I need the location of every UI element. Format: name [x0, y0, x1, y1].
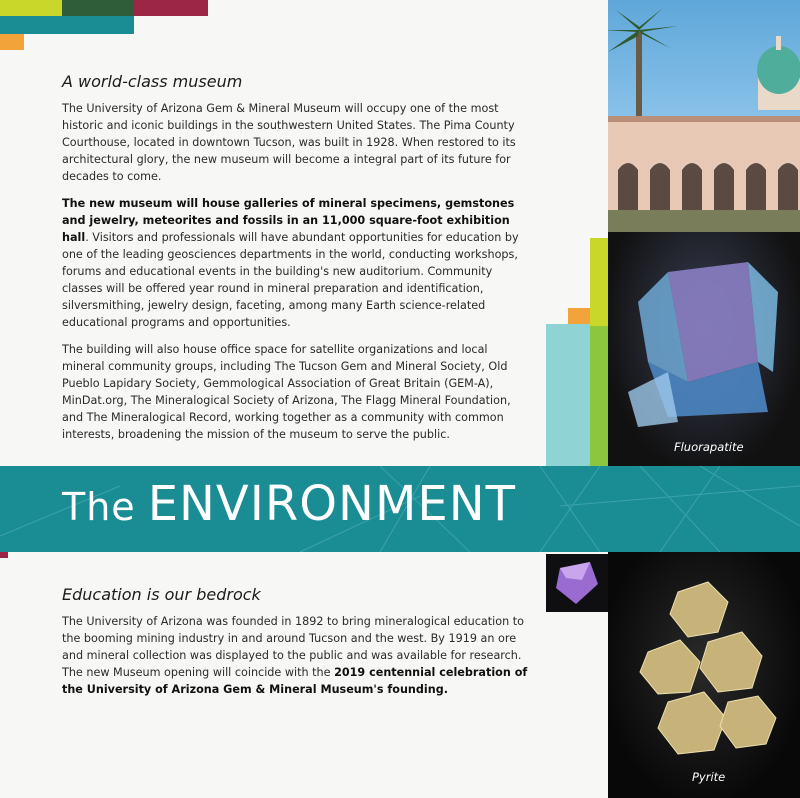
accent-bar-orange-small: [568, 308, 590, 324]
accent-block-magenta: [134, 0, 208, 16]
fluorapatite-photo: [608, 232, 800, 466]
paragraph-education-bold: 2019 centennial celebration of the University of Arizona Gem & Mineral Museum's founding.: [62, 666, 528, 696]
pyrite-illustration: [608, 552, 800, 798]
accent-block-orange: [0, 34, 24, 50]
paragraph-galleries-rest: . Visitors and professionals will have abundant opportunities for education by one of the leading geosciences departments in the world, conducting workshops, forums and educational events in the building's new auditorium. Community classes will be offered year round in mineral preparation and identification, silversmithing, jewelry design, faceting, among many Earth science-related educational programs and opportunities.: [62, 231, 519, 329]
section-world-class-museum: [62, 72, 532, 443]
accent-block-lime: [0, 0, 62, 16]
purple-gem-illustration: [546, 554, 608, 612]
banner-title-the: The: [62, 485, 136, 529]
purple-gem-photo: [546, 554, 608, 612]
paragraph-office-space: The building will also house office space for satellite organizations and local mineral community groups, including The Tucson Gem and Mineral Society, Old Pueblo Lapidary Society, Gemmological Association of Great Britain (GEM-A), MinDat.org, The Mineralogical Society of Arizona, The Flagg Mineral Foundation, and The Mineralogical Record, working together as a community with common interests, broadening the mission of the museum to serve the public.: [62, 343, 511, 441]
accent-strip-magenta: [0, 552, 8, 558]
courthouse-illustration: [608, 0, 800, 232]
section-title-world-class: A world-class museum: [62, 72, 243, 91]
paragraph-galleries: [62, 195, 532, 331]
environment-banner: [0, 466, 800, 552]
banner-title-environment: ENVIRONMENT: [147, 476, 516, 532]
caption-pyrite: Pyrite: [692, 770, 726, 784]
caption-fluorapatite: Fluorapatite: [674, 440, 744, 454]
accent-block-dark-green: [62, 0, 134, 16]
section-title-education: Education is our bedrock: [62, 585, 261, 604]
courthouse-photo: [608, 0, 800, 232]
banner-title: [62, 476, 516, 532]
accent-block-teal: [0, 16, 134, 34]
fluorapatite-illustration: [608, 232, 800, 466]
paragraph-education-rest: The University of Arizona was founded in 1892 to bring mineralogical education to the booming mining industry in and around Tucson and the west. By 1919 an ore and mineral collection was displayed to the public and was available for research. The new Museum opening will coincide with the: [62, 615, 524, 679]
paragraph-education: [62, 613, 532, 698]
section-education: [62, 585, 532, 698]
paragraph-intro: The University of Arizona Gem & Mineral Museum will occupy one of the most historic and iconic buildings in the southwestern United States. The Pima County Courthouse, located in downtown Tucson, was built in 1928. When restored to its architectural glory, the new museum will become a integral part of its future for decades to come.: [62, 102, 516, 183]
paragraph-galleries-bold: The new museum will house galleries of mineral specimens, gemstones and jewelry, meteorites and fossils in an 11,000 square-foot exhibition hall: [62, 197, 515, 244]
accent-bar-light-teal: [546, 324, 590, 466]
accent-bar-green: [590, 326, 608, 466]
pyrite-photo: [608, 552, 800, 798]
